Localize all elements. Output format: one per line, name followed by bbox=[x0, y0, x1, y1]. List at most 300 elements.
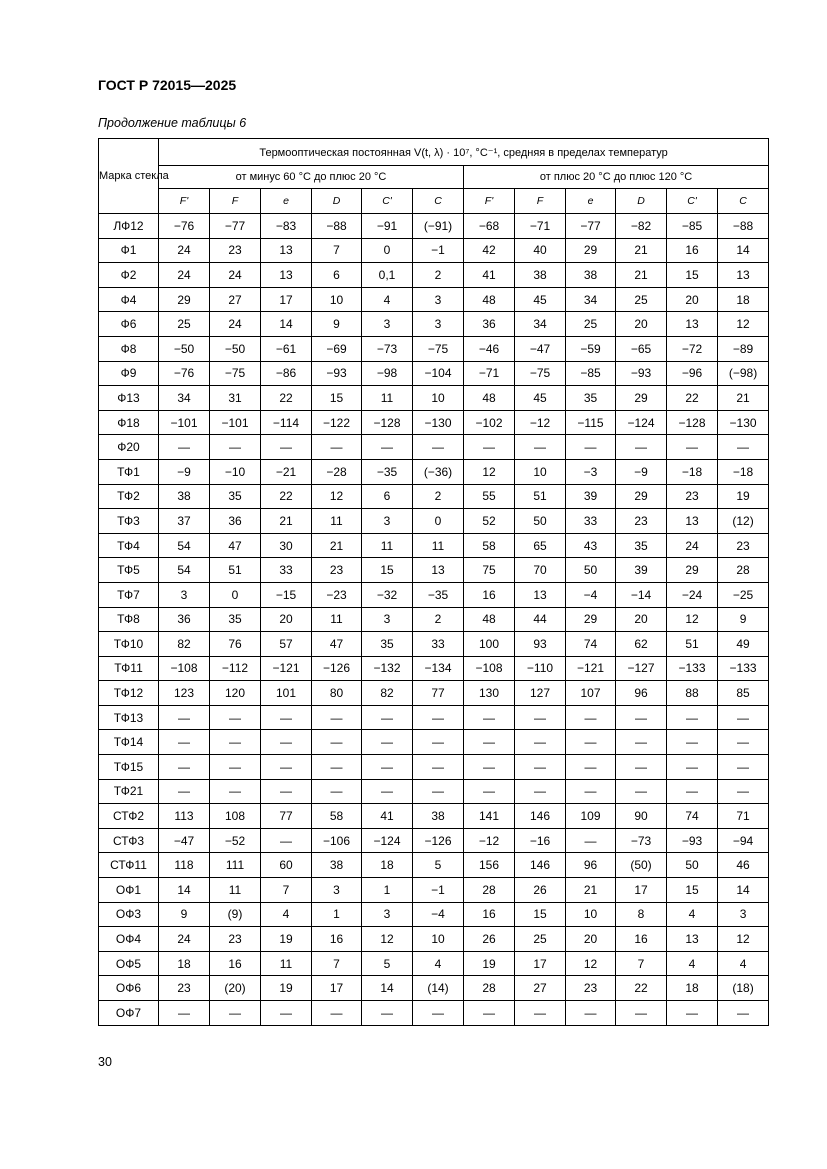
value-cell: −15 bbox=[261, 582, 312, 607]
table-row bbox=[99, 214, 769, 239]
value-cell: 24 bbox=[159, 263, 210, 288]
table-row bbox=[99, 853, 769, 878]
value-cell: — bbox=[261, 828, 312, 853]
value-cell: (12) bbox=[718, 509, 769, 534]
value-cell: 141 bbox=[464, 804, 515, 829]
value-cell: 9 bbox=[159, 902, 210, 927]
value-cell: 13 bbox=[667, 312, 718, 337]
value-cell: 23 bbox=[616, 509, 667, 534]
value-cell: — bbox=[515, 705, 566, 730]
table-continuation-caption: Продолжение таблицы 6 bbox=[98, 116, 247, 130]
value-cell: (9) bbox=[210, 902, 261, 927]
value-cell: — bbox=[312, 755, 362, 780]
value-cell: 28 bbox=[718, 558, 769, 583]
value-cell: −101 bbox=[210, 410, 261, 435]
value-cell: 77 bbox=[413, 681, 464, 706]
value-cell: — bbox=[413, 779, 464, 804]
glass-grade-cell: Ф20 bbox=[99, 435, 159, 460]
value-cell: 11 bbox=[362, 533, 413, 558]
value-cell: — bbox=[566, 779, 616, 804]
value-cell: −72 bbox=[667, 336, 718, 361]
glass-grade-cell: ТФ8 bbox=[99, 607, 159, 632]
value-cell: — bbox=[667, 705, 718, 730]
glass-grade-cell: ТФ10 bbox=[99, 632, 159, 657]
wavelength-header-cell: C' bbox=[362, 189, 413, 214]
value-cell: 16 bbox=[464, 902, 515, 927]
table-row bbox=[99, 336, 769, 361]
value-cell: 20 bbox=[261, 607, 312, 632]
table-row bbox=[99, 484, 769, 509]
value-cell: −24 bbox=[667, 582, 718, 607]
value-cell: −89 bbox=[718, 336, 769, 361]
wavelength-header-cell: e bbox=[566, 189, 616, 214]
value-cell: 96 bbox=[566, 853, 616, 878]
value-cell: −85 bbox=[566, 361, 616, 386]
value-cell: −76 bbox=[159, 361, 210, 386]
value-cell: −94 bbox=[718, 828, 769, 853]
value-cell: −9 bbox=[616, 459, 667, 484]
value-cell: (−98) bbox=[718, 361, 769, 386]
value-cell: 23 bbox=[667, 484, 718, 509]
wavelength-header-cell: F bbox=[210, 189, 261, 214]
glass-grade-cell: СТФ11 bbox=[99, 853, 159, 878]
value-cell: 26 bbox=[464, 927, 515, 952]
value-cell: −88 bbox=[718, 214, 769, 239]
value-cell: 88 bbox=[667, 681, 718, 706]
value-cell: — bbox=[718, 755, 769, 780]
value-cell: 27 bbox=[210, 287, 261, 312]
value-cell: 3 bbox=[362, 312, 413, 337]
value-cell: −47 bbox=[515, 336, 566, 361]
value-cell: 12 bbox=[718, 312, 769, 337]
value-cell: 10 bbox=[413, 386, 464, 411]
value-cell: 70 bbox=[515, 558, 566, 583]
value-cell: −77 bbox=[210, 214, 261, 239]
table-row bbox=[99, 705, 769, 730]
value-cell: 156 bbox=[464, 853, 515, 878]
value-cell: 10 bbox=[413, 927, 464, 952]
value-cell: 33 bbox=[566, 509, 616, 534]
table-row bbox=[99, 410, 769, 435]
glass-grade-cell: ЛФ12 bbox=[99, 214, 159, 239]
value-cell: — bbox=[616, 755, 667, 780]
range-header-high: от плюс 20 °С до плюс 120 °С bbox=[464, 166, 769, 189]
value-cell: 9 bbox=[718, 607, 769, 632]
value-cell: −28 bbox=[312, 459, 362, 484]
value-cell: −93 bbox=[312, 361, 362, 386]
value-cell: 50 bbox=[667, 853, 718, 878]
wavelength-header-cell: C' bbox=[667, 189, 718, 214]
value-cell: −108 bbox=[464, 656, 515, 681]
value-cell: −71 bbox=[515, 214, 566, 239]
value-cell: 23 bbox=[159, 976, 210, 1001]
value-cell: 20 bbox=[616, 312, 667, 337]
value-cell: −68 bbox=[464, 214, 515, 239]
value-cell: 76 bbox=[210, 632, 261, 657]
value-cell: 0 bbox=[362, 238, 413, 263]
value-cell: — bbox=[210, 435, 261, 460]
value-cell: 20 bbox=[566, 927, 616, 952]
glass-grade-cell: ОФ3 bbox=[99, 902, 159, 927]
value-cell: 49 bbox=[718, 632, 769, 657]
value-cell: −50 bbox=[159, 336, 210, 361]
wavelength-header-cell: C bbox=[718, 189, 769, 214]
value-cell: — bbox=[616, 705, 667, 730]
value-cell: — bbox=[413, 730, 464, 755]
value-cell: 13 bbox=[261, 263, 312, 288]
value-cell: 19 bbox=[464, 951, 515, 976]
value-cell: 24 bbox=[159, 238, 210, 263]
glass-grade-cell: СТФ3 bbox=[99, 828, 159, 853]
value-cell: −93 bbox=[667, 828, 718, 853]
value-cell: 82 bbox=[159, 632, 210, 657]
value-cell: 130 bbox=[464, 681, 515, 706]
value-cell: — bbox=[362, 755, 413, 780]
value-cell: 12 bbox=[718, 927, 769, 952]
value-cell: (14) bbox=[413, 976, 464, 1001]
value-cell: 35 bbox=[210, 607, 261, 632]
value-cell: 75 bbox=[464, 558, 515, 583]
table-row bbox=[99, 730, 769, 755]
table-row bbox=[99, 656, 769, 681]
value-cell: 41 bbox=[464, 263, 515, 288]
value-cell: 34 bbox=[515, 312, 566, 337]
value-cell: (18) bbox=[718, 976, 769, 1001]
value-cell: 58 bbox=[312, 804, 362, 829]
value-cell: — bbox=[210, 755, 261, 780]
value-cell: — bbox=[616, 730, 667, 755]
value-cell: (−91) bbox=[413, 214, 464, 239]
value-cell: 24 bbox=[210, 263, 261, 288]
value-cell: 36 bbox=[210, 509, 261, 534]
value-cell: 93 bbox=[515, 632, 566, 657]
value-cell: 54 bbox=[159, 533, 210, 558]
value-cell: 48 bbox=[464, 607, 515, 632]
value-cell: −108 bbox=[159, 656, 210, 681]
value-cell: 24 bbox=[210, 312, 261, 337]
value-cell: — bbox=[362, 435, 413, 460]
value-cell: — bbox=[464, 1001, 515, 1026]
value-cell: — bbox=[616, 435, 667, 460]
value-cell: −133 bbox=[667, 656, 718, 681]
value-cell: — bbox=[667, 779, 718, 804]
value-cell: 4 bbox=[667, 951, 718, 976]
value-cell: −12 bbox=[464, 828, 515, 853]
glass-grade-cell: ТФ7 bbox=[99, 582, 159, 607]
value-cell: 7 bbox=[616, 951, 667, 976]
value-cell: — bbox=[362, 730, 413, 755]
value-cell: −122 bbox=[312, 410, 362, 435]
value-cell: 12 bbox=[566, 951, 616, 976]
value-cell: — bbox=[667, 755, 718, 780]
table-row bbox=[99, 976, 769, 1001]
value-cell: 4 bbox=[362, 287, 413, 312]
value-cell: 1 bbox=[362, 878, 413, 903]
glass-grade-cell: ТФ21 bbox=[99, 779, 159, 804]
value-cell: −106 bbox=[312, 828, 362, 853]
value-cell: — bbox=[362, 779, 413, 804]
value-cell: — bbox=[566, 828, 616, 853]
value-cell: — bbox=[515, 435, 566, 460]
value-cell: −35 bbox=[413, 582, 464, 607]
page-number: 30 bbox=[98, 1055, 112, 1069]
value-cell: — bbox=[515, 779, 566, 804]
value-cell: 1 bbox=[312, 902, 362, 927]
value-cell: — bbox=[159, 435, 210, 460]
value-cell: 38 bbox=[159, 484, 210, 509]
value-cell: 51 bbox=[515, 484, 566, 509]
wavelength-header-row bbox=[99, 189, 769, 214]
value-cell: −121 bbox=[261, 656, 312, 681]
value-cell: 9 bbox=[312, 312, 362, 337]
table-row bbox=[99, 779, 769, 804]
glass-grade-cell: Ф18 bbox=[99, 410, 159, 435]
value-cell: — bbox=[159, 730, 210, 755]
value-cell: (20) bbox=[210, 976, 261, 1001]
value-cell: — bbox=[210, 779, 261, 804]
value-cell: −25 bbox=[718, 582, 769, 607]
value-cell: 146 bbox=[515, 804, 566, 829]
value-cell: −18 bbox=[667, 459, 718, 484]
value-cell: — bbox=[312, 435, 362, 460]
value-cell: 38 bbox=[515, 263, 566, 288]
value-cell: −52 bbox=[210, 828, 261, 853]
value-cell: (50) bbox=[616, 853, 667, 878]
value-cell: — bbox=[261, 435, 312, 460]
wavelength-header-cell: C bbox=[413, 189, 464, 214]
value-cell: 6 bbox=[362, 484, 413, 509]
value-cell: −35 bbox=[362, 459, 413, 484]
value-cell: 11 bbox=[210, 878, 261, 903]
value-cell: −128 bbox=[667, 410, 718, 435]
value-cell: 35 bbox=[616, 533, 667, 558]
value-cell: 5 bbox=[362, 951, 413, 976]
value-cell: 2 bbox=[413, 263, 464, 288]
value-cell: 12 bbox=[312, 484, 362, 509]
range-header-low: от минус 60 °С до плюс 20 °С bbox=[159, 166, 464, 189]
value-cell: 80 bbox=[312, 681, 362, 706]
value-cell: 43 bbox=[566, 533, 616, 558]
value-cell: 29 bbox=[616, 386, 667, 411]
value-cell: 23 bbox=[210, 238, 261, 263]
value-cell: −86 bbox=[261, 361, 312, 386]
value-cell: 13 bbox=[667, 927, 718, 952]
value-cell: −4 bbox=[566, 582, 616, 607]
value-cell: 13 bbox=[261, 238, 312, 263]
glass-grade-cell: ТФ15 bbox=[99, 755, 159, 780]
value-cell: 42 bbox=[464, 238, 515, 263]
value-cell: −47 bbox=[159, 828, 210, 853]
value-cell: 14 bbox=[718, 878, 769, 903]
value-cell: — bbox=[261, 705, 312, 730]
value-cell: −14 bbox=[616, 582, 667, 607]
value-cell: 23 bbox=[566, 976, 616, 1001]
value-cell: 107 bbox=[566, 681, 616, 706]
value-cell: −121 bbox=[566, 656, 616, 681]
value-cell: −101 bbox=[159, 410, 210, 435]
value-cell: 22 bbox=[667, 386, 718, 411]
value-cell: — bbox=[261, 779, 312, 804]
value-cell: — bbox=[261, 755, 312, 780]
value-cell: 3 bbox=[362, 902, 413, 927]
value-cell: 52 bbox=[464, 509, 515, 534]
table-body bbox=[99, 214, 769, 1026]
wavelength-header-cell: e bbox=[261, 189, 312, 214]
value-cell: — bbox=[718, 1001, 769, 1026]
value-cell: 10 bbox=[566, 902, 616, 927]
value-cell: — bbox=[210, 1001, 261, 1026]
value-cell: — bbox=[667, 435, 718, 460]
value-cell: 51 bbox=[667, 632, 718, 657]
value-cell: −112 bbox=[210, 656, 261, 681]
value-cell: 11 bbox=[261, 951, 312, 976]
value-cell: 15 bbox=[667, 878, 718, 903]
value-cell: — bbox=[718, 705, 769, 730]
value-cell: — bbox=[413, 705, 464, 730]
value-cell: — bbox=[718, 779, 769, 804]
glass-grade-cell: ТФ13 bbox=[99, 705, 159, 730]
value-cell: 21 bbox=[566, 878, 616, 903]
value-cell: 29 bbox=[667, 558, 718, 583]
value-cell: −3 bbox=[566, 459, 616, 484]
value-cell: 15 bbox=[667, 263, 718, 288]
value-cell: −4 bbox=[413, 902, 464, 927]
value-cell: 2 bbox=[413, 484, 464, 509]
value-cell: 18 bbox=[362, 853, 413, 878]
value-cell: 3 bbox=[362, 509, 413, 534]
value-cell: 5 bbox=[413, 853, 464, 878]
value-cell: −114 bbox=[261, 410, 312, 435]
value-cell: 12 bbox=[667, 607, 718, 632]
value-cell: — bbox=[718, 730, 769, 755]
table-row bbox=[99, 951, 769, 976]
value-cell: 29 bbox=[616, 484, 667, 509]
value-cell: 14 bbox=[159, 878, 210, 903]
value-cell: 13 bbox=[718, 263, 769, 288]
value-cell: 10 bbox=[515, 459, 566, 484]
value-cell: −98 bbox=[362, 361, 413, 386]
value-cell: −110 bbox=[515, 656, 566, 681]
value-cell: — bbox=[464, 755, 515, 780]
value-cell: −82 bbox=[616, 214, 667, 239]
value-cell: −73 bbox=[362, 336, 413, 361]
value-cell: 0,1 bbox=[362, 263, 413, 288]
value-cell: — bbox=[667, 730, 718, 755]
table-row bbox=[99, 878, 769, 903]
table-row bbox=[99, 533, 769, 558]
value-cell: 21 bbox=[616, 263, 667, 288]
value-cell: — bbox=[413, 755, 464, 780]
value-cell: — bbox=[159, 1001, 210, 1026]
glass-grade-cell: ТФ3 bbox=[99, 509, 159, 534]
value-cell: −75 bbox=[413, 336, 464, 361]
value-cell: −124 bbox=[616, 410, 667, 435]
value-cell: 15 bbox=[362, 558, 413, 583]
value-cell: 28 bbox=[464, 976, 515, 1001]
value-cell: 6 bbox=[312, 263, 362, 288]
value-cell: 11 bbox=[312, 509, 362, 534]
value-cell: 8 bbox=[616, 902, 667, 927]
value-cell: 33 bbox=[261, 558, 312, 583]
glass-grade-cell: Ф13 bbox=[99, 386, 159, 411]
value-cell: 3 bbox=[413, 312, 464, 337]
value-cell: 19 bbox=[261, 976, 312, 1001]
value-cell: −132 bbox=[362, 656, 413, 681]
value-cell: 19 bbox=[718, 484, 769, 509]
value-cell: 26 bbox=[515, 878, 566, 903]
value-cell: 2 bbox=[413, 607, 464, 632]
value-cell: −104 bbox=[413, 361, 464, 386]
table-row bbox=[99, 312, 769, 337]
value-cell: — bbox=[566, 435, 616, 460]
value-cell: 58 bbox=[464, 533, 515, 558]
value-cell: 16 bbox=[210, 951, 261, 976]
value-cell: 18 bbox=[718, 287, 769, 312]
value-cell: — bbox=[566, 730, 616, 755]
value-cell: — bbox=[464, 779, 515, 804]
value-cell: 3 bbox=[362, 607, 413, 632]
value-cell: — bbox=[718, 435, 769, 460]
value-cell: 39 bbox=[616, 558, 667, 583]
table-row bbox=[99, 361, 769, 386]
table-row bbox=[99, 558, 769, 583]
glass-grade-cell: ТФ5 bbox=[99, 558, 159, 583]
value-cell: 11 bbox=[362, 386, 413, 411]
value-cell: 51 bbox=[210, 558, 261, 583]
value-cell: 96 bbox=[616, 681, 667, 706]
value-cell: 25 bbox=[566, 312, 616, 337]
glass-grade-cell: Ф4 bbox=[99, 287, 159, 312]
value-cell: 23 bbox=[312, 558, 362, 583]
value-cell: −1 bbox=[413, 238, 464, 263]
value-cell: 38 bbox=[566, 263, 616, 288]
value-cell: — bbox=[210, 730, 261, 755]
value-cell: −134 bbox=[413, 656, 464, 681]
value-cell: 17 bbox=[616, 878, 667, 903]
value-cell: 37 bbox=[159, 509, 210, 534]
value-cell: 29 bbox=[566, 607, 616, 632]
value-cell: 14 bbox=[362, 976, 413, 1001]
value-cell: 10 bbox=[312, 287, 362, 312]
value-cell: 29 bbox=[159, 287, 210, 312]
value-cell: — bbox=[413, 435, 464, 460]
table-row bbox=[99, 1001, 769, 1026]
value-cell: 47 bbox=[210, 533, 261, 558]
value-cell: 39 bbox=[566, 484, 616, 509]
value-cell: 35 bbox=[566, 386, 616, 411]
value-cell: 41 bbox=[362, 804, 413, 829]
value-cell: — bbox=[464, 705, 515, 730]
value-cell: 7 bbox=[312, 238, 362, 263]
value-cell: 22 bbox=[616, 976, 667, 1001]
value-cell: 21 bbox=[312, 533, 362, 558]
table-row bbox=[99, 459, 769, 484]
table-row bbox=[99, 828, 769, 853]
value-cell: 85 bbox=[718, 681, 769, 706]
value-cell: 4 bbox=[413, 951, 464, 976]
value-cell: 17 bbox=[261, 287, 312, 312]
value-cell: 36 bbox=[159, 607, 210, 632]
table-row bbox=[99, 902, 769, 927]
value-cell: −75 bbox=[515, 361, 566, 386]
value-cell: — bbox=[312, 779, 362, 804]
value-cell: (−36) bbox=[413, 459, 464, 484]
value-cell: −75 bbox=[210, 361, 261, 386]
value-cell: 65 bbox=[515, 533, 566, 558]
value-cell: 21 bbox=[718, 386, 769, 411]
table-row bbox=[99, 509, 769, 534]
value-cell: 45 bbox=[515, 287, 566, 312]
